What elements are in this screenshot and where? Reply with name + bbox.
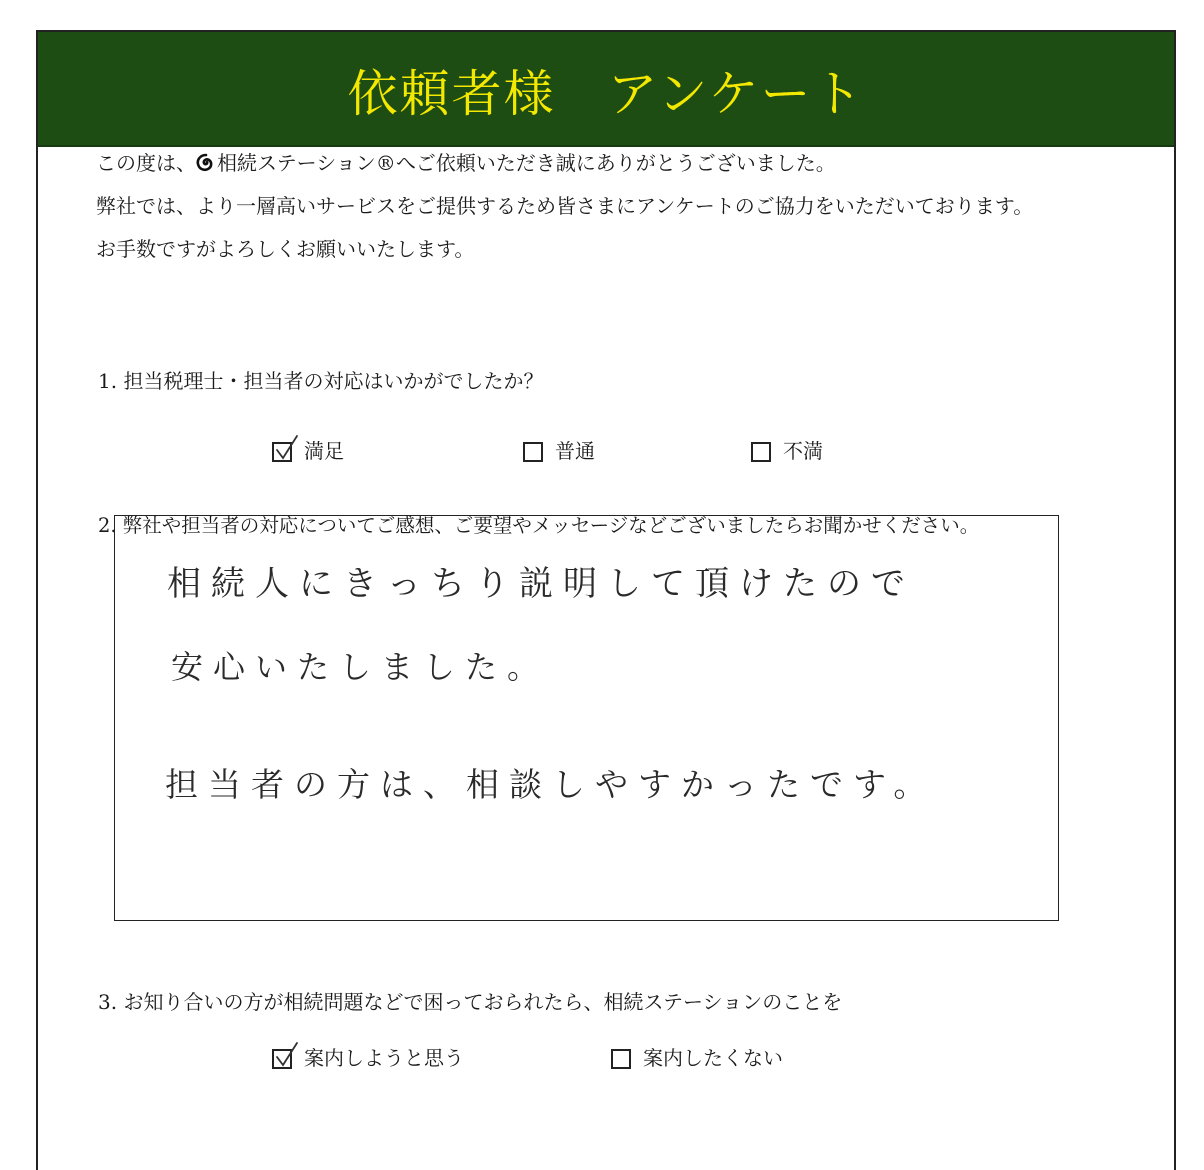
question-1: 1. 担当税理士・担当者の対応はいかがでしたか？ [98,369,544,393]
handwritten-line-3: 担当者の方は、相談しやすかったです。 [165,765,937,804]
question-2: 2. 弊社や担当者の対応についてご感想、ご要望やメッセージなどございましたらお聞かせください。 [98,514,980,537]
check-mark-icon [275,1041,305,1071]
q1-option-dissatisfied[interactable]: 不満 [751,438,823,464]
intro-line-2: 弊社では、より一層高いサービスをご提供するため皆さまにアンケートのご協力をいただいております。 [96,194,1034,218]
checkbox-unchecked[interactable] [611,1049,631,1069]
answer-box[interactable] [114,515,1059,921]
q3-option-will-refer[interactable]: 案内しようと思う [272,1045,464,1071]
question-3: 3. お知り合いの方が相続問題などで困っておられたら、相続ステーションのことを [98,990,843,1014]
header-banner [38,32,1174,147]
check-mark-icon [275,434,305,464]
page-title: 依頼者様 アンケート [347,65,865,123]
q1-option-satisfied[interactable]: 満足 [272,438,344,464]
q3-option-will-not-refer[interactable]: 案内したくない [611,1045,783,1071]
checkbox-checked[interactable] [272,1049,292,1069]
handwritten-line-1: 相続人にきっちり説明して頂けたので [167,564,915,604]
intro-text [96,142,1096,271]
checkbox-checked[interactable] [272,442,292,462]
intro-line-3: お手数ですがよろしくお願いいたします。 [96,237,475,261]
checkbox-unchecked[interactable] [751,442,771,462]
swirl-logo-icon [196,153,216,173]
handwritten-line-2: 安心いたしました。 [171,648,550,686]
checkbox-unchecked[interactable] [523,442,543,462]
intro-line-1: この度は、 相続ステーション®へご依頼いただき誠にありがとうございました。 [96,151,836,175]
q1-option-normal[interactable]: 普通 [523,438,595,464]
